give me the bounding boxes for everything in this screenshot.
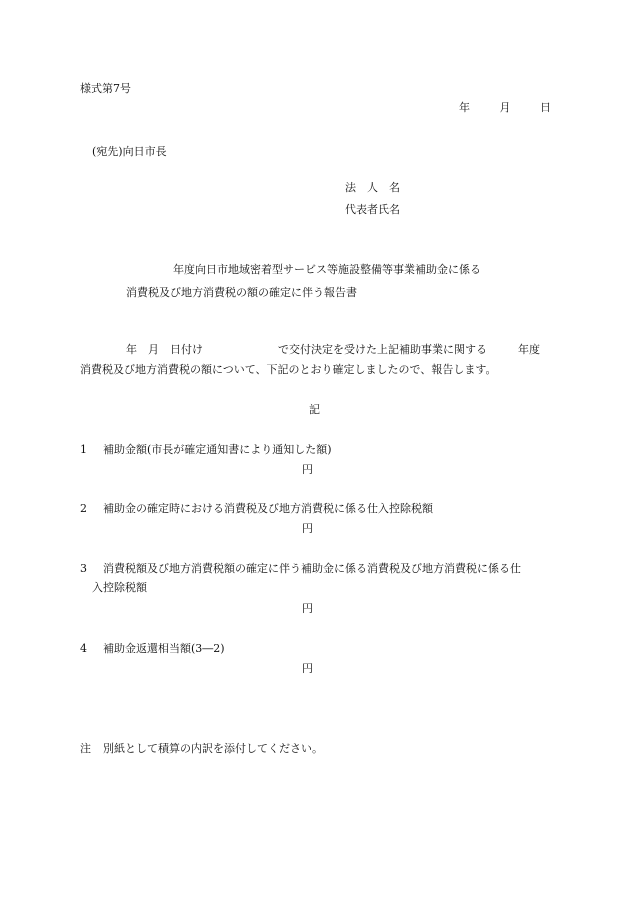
date-line xyxy=(459,102,551,115)
item-2-number: 2 xyxy=(80,502,87,515)
corporation-name-label: 法 人 名 xyxy=(345,181,400,194)
item-1-number: 1 xyxy=(80,443,87,456)
item-4-text: 補助金返還相当額(3―2) xyxy=(103,642,225,655)
note-text: 別紙として積算の内訳を添付してください。 xyxy=(103,742,323,755)
body-line1-main: で交付決定を受けた上記補助事業に関する xyxy=(278,343,487,356)
document-title-line1: 年度向日市地域密着型サービス等施設整備等事業補助金に係る xyxy=(173,263,481,276)
date-day-label: 日 xyxy=(540,101,551,114)
representative-name-label: 代表者氏名 xyxy=(345,203,400,216)
document-title-line2: 消費税及び地方消費税の額の確定に伴う報告書 xyxy=(126,286,357,299)
item-3-unit: 円 xyxy=(302,602,313,615)
date-year-label: 年 xyxy=(459,101,470,114)
item-4-number: 4 xyxy=(80,642,87,655)
item-1-text: 補助金額(市長が確定通知書により通知した額) xyxy=(103,443,332,456)
body-line1-fiscal-year: 年度 xyxy=(518,343,540,356)
addressee: (宛先)向日市長 xyxy=(92,145,167,158)
item-3-number: 3 xyxy=(80,562,87,575)
ki-heading: 記 xyxy=(309,403,320,416)
item-3-text-continued: 入控除税額 xyxy=(92,581,147,594)
body-line2: 消費税及び地方消費税の額について、下記のとおり確定しましたので、報告します。 xyxy=(80,363,497,376)
body-line1-date: 年 月 日付け xyxy=(126,343,203,356)
item-4-unit: 円 xyxy=(302,662,313,675)
form-number: 様式第7号 xyxy=(80,82,131,95)
item-2-text: 補助金の確定時における消費税及び地方消費税に係る仕入控除税額 xyxy=(103,502,433,515)
note-label: 注 xyxy=(80,742,91,755)
item-2-unit: 円 xyxy=(302,522,313,535)
item-1-unit: 円 xyxy=(302,463,313,476)
item-3-text: 消費税額及び地方消費税額の確定に伴う補助金に係る消費税及び地方消費税に係る仕 xyxy=(103,562,521,575)
date-month-label: 月 xyxy=(499,101,511,114)
